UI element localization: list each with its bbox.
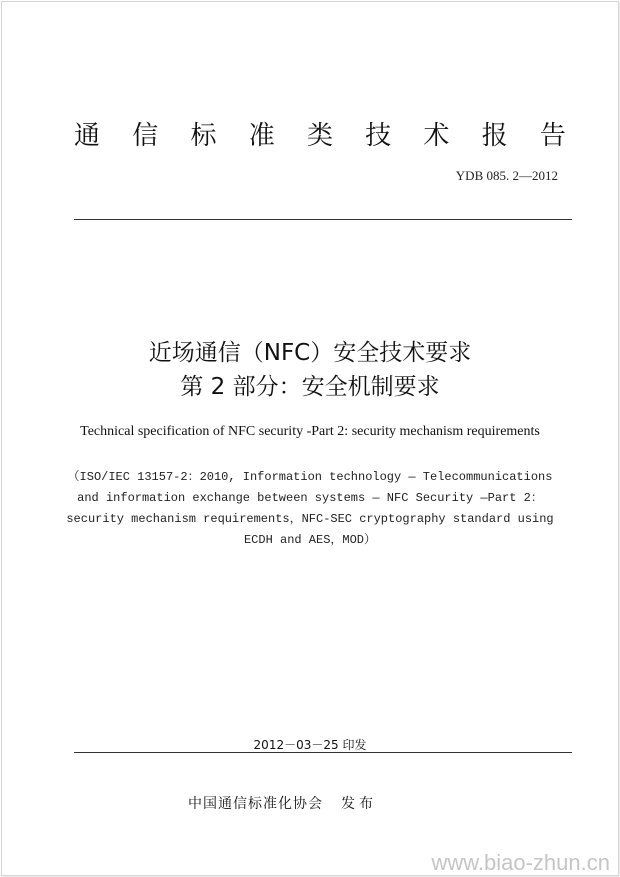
title-char: 标: [190, 121, 217, 151]
english-title: Technical specification of NFC security -Part 2: security mechanism requirements: [80, 424, 540, 439]
main-title-line-2: 第 2 部分：安全机制要求: [180, 374, 440, 400]
title-char: 信: [132, 121, 159, 151]
title-char: 术: [423, 121, 450, 151]
title-char: 准: [248, 121, 275, 151]
title-char: 类: [306, 121, 333, 151]
issue-date: 2012－03－25 印发: [253, 738, 367, 752]
report-category-title: [74, 116, 566, 156]
main-title-line-1: 近场通信（NFC）安全技术要求: [148, 340, 472, 366]
standard-number: YDB 085. 2—2012: [455, 168, 558, 183]
publisher-name: 中国通信标准化协会: [188, 796, 323, 812]
publish-action: 发布: [341, 796, 377, 812]
title-char: 通: [74, 121, 101, 151]
title-char: 告: [539, 121, 566, 151]
iso-reference-line: ECDH and AES，MOD）: [243, 533, 377, 547]
title-char: 报: [481, 121, 508, 151]
publisher: [188, 793, 377, 813]
iso-reference-line: security mechanism requirements，NFC-SEC cryptography standard using: [66, 512, 554, 526]
iso-reference: [40, 467, 580, 551]
iso-reference-line: and information exchange between systems — NFC Security —Part 2：: [77, 491, 543, 505]
title-char: 技: [365, 121, 392, 151]
watermark: www.biao-zhun.cn: [431, 850, 610, 875]
top-divider: [74, 219, 572, 220]
bottom-divider: [74, 752, 572, 753]
iso-reference-line: （ISO/IEC 13157-2：2010, Information technology — Telecommunications: [67, 470, 553, 484]
